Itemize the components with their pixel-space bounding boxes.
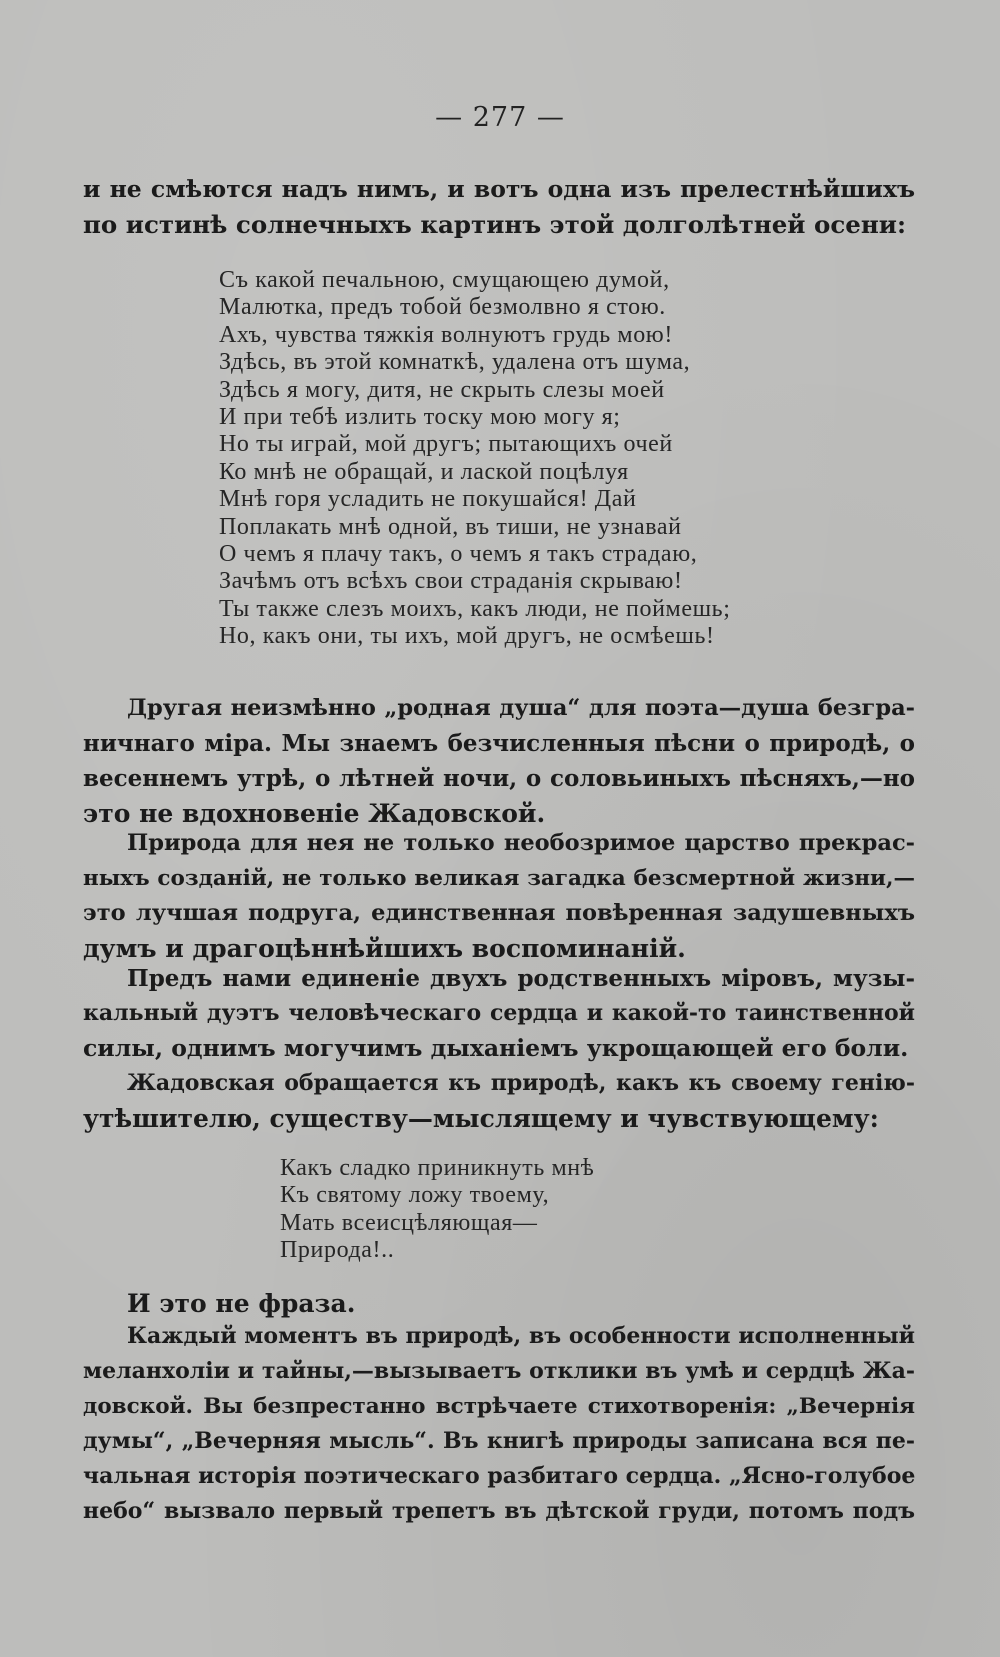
text-line: это лучшая подруга, единственная повѣренная задушевныхъ xyxy=(83,900,915,926)
text-line: думы“, „Вечерняя мысль“. Въ книгѣ природы записана вся пе- xyxy=(83,1428,915,1454)
text-line: небо“ вызвало первый трепетъ въ дѣтской груди, потомъ подъ xyxy=(83,1498,915,1524)
paragraph-1 xyxy=(83,691,915,831)
text-line: Жадовская обращается къ природѣ, какъ къ своему генію- xyxy=(127,1070,915,1096)
paragraph-4 xyxy=(83,1066,915,1136)
page-number: — 277 — xyxy=(435,102,565,133)
poem-line: Съ какой печальною, смущающею думой, xyxy=(219,267,670,293)
text-line: думъ и драгоцѣннѣйшихъ воспоминаній. xyxy=(83,934,686,963)
poem-line: Ахъ, чувства тяжкія волнуютъ грудь мою! xyxy=(219,321,673,348)
poem-line: Малютка, предъ тобой безмолвно я стою. xyxy=(219,294,666,321)
poem-line: Къ святому ложу твоему, xyxy=(280,1182,550,1209)
paragraph-6 xyxy=(83,1319,915,1529)
text-line: ничнаго міра. Мы знаемъ безчисленныя пѣсни о природѣ, о xyxy=(83,730,915,757)
text-line: чальная исторія поэтическаго разбитаго сердца. „Ясно-голубое xyxy=(83,1463,916,1489)
poem-stanza-2 xyxy=(280,1155,594,1265)
text-line: Предъ нами единеніе двухъ родственныхъ міровъ, музы- xyxy=(127,965,915,992)
poem-line: Поплакать мнѣ одной, въ тиши, не узнавай xyxy=(219,513,682,540)
intro-paragraph xyxy=(83,172,915,242)
text-line: Другая неизмѣнно „родная душа“ для поэта—душа безгра- xyxy=(127,695,915,721)
poem-line: Но, какъ они, ты ихъ, мой другъ, не осмѣешь! xyxy=(219,623,715,650)
text-line: Природа для нея не только необозримое царство прекрас- xyxy=(127,830,915,856)
poem-line: И при тебѣ излить тоску мою могу я; xyxy=(219,404,621,431)
text-line: весеннемъ утрѣ, о лѣтней ночи, о соловьиныхъ пѣсняхъ,—но xyxy=(83,765,915,792)
text-line: кальный дуэтъ человѣческаго сердца и какой-то таинственной xyxy=(83,1000,915,1026)
paragraph-5 xyxy=(83,1286,915,1321)
poem-line: Природа!.. xyxy=(280,1237,395,1264)
poem-line: Ты также слезъ моихъ, какъ люди, не поймешь; xyxy=(219,595,731,622)
paragraph-2 xyxy=(83,826,915,966)
poem-line: Мать всеисцѣляющая— xyxy=(280,1209,538,1236)
text-line: ныхъ созданій, не только великая загадка безсмертной жизни,— xyxy=(83,866,915,891)
text-line: силы, однимъ могучимъ дыханіемъ укрощающей его боли. xyxy=(83,1034,909,1062)
poem-line: Мнѣ горя усладить не покушайся! Дай xyxy=(219,486,637,513)
poem-line: Но ты играй, мой другъ; пытающихъ очей xyxy=(219,431,673,458)
paragraph-3 xyxy=(83,961,915,1066)
poem-line: Здѣсь, въ этой комнаткѣ, удалена отъ шума, xyxy=(219,349,691,376)
text-line: и не смѣются надъ нимъ, и вотъ одна изъ прелестнѣйшихъ xyxy=(83,175,915,203)
text-line: И это не фраза. xyxy=(127,1289,356,1318)
text-line: довской. Вы безпрестанно встрѣчаете стихотворенія: „Вечернія xyxy=(83,1394,915,1419)
text-line: меланхоліи и тайны,—вызываетъ отклики въ умѣ и сердцѣ Жа- xyxy=(83,1358,915,1384)
text-line: по истинѣ солнечныхъ картинъ этой долголѣтней осени: xyxy=(83,210,906,239)
text-line: утѣшителю, существу—мыслящему и чувствующему: xyxy=(83,1104,879,1133)
poem-line: О чемъ я плачу такъ, о чемъ я такъ страдаю, xyxy=(219,541,698,568)
poem-line: Здѣсь я могу, дитя, не скрыть слезы моей xyxy=(219,376,665,403)
poem-line: Зачѣмъ отъ всѣхъ свои страданія скрываю! xyxy=(219,568,683,595)
poem-stanza-1 xyxy=(219,267,730,651)
poem-line: Ко мнѣ не обращай, и лаской поцѣлуя xyxy=(219,458,629,485)
poem-line: Какъ сладко приникнуть мнѣ xyxy=(280,1155,595,1181)
text-line: Каждый моментъ въ природѣ, въ особенности исполненный xyxy=(127,1323,915,1349)
text-line: это не вдохновеніе Жадовской. xyxy=(83,799,546,828)
